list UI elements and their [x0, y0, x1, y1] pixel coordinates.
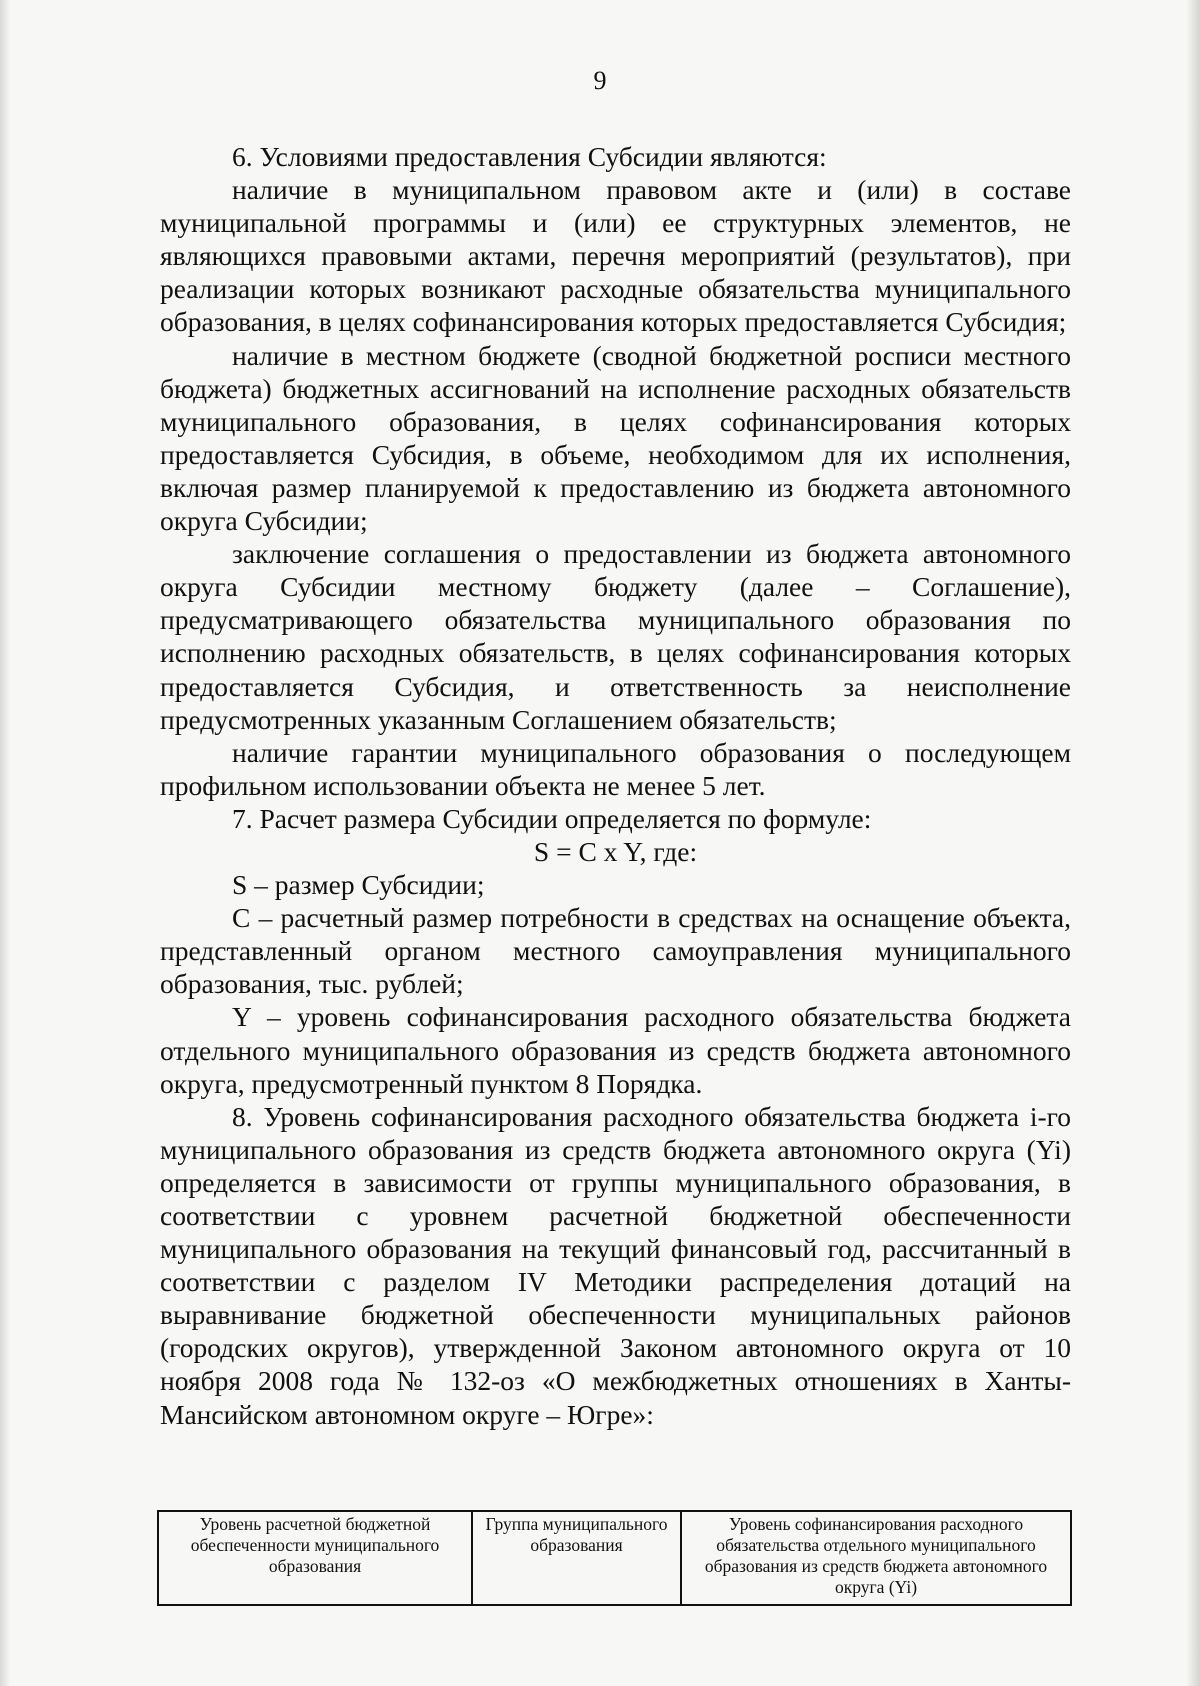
- paragraph: 8. Уровень софинансирования расходного обязательства бюджета i-го муниципального образования из средств бюджета автономного округа (Yi) определяется в зависимости от группы муниципального образования, в соответствии с уровнем расчетной бюджетной обеспеченности муниципального образования на текущий финансовый год, рассчитанный в соответствии с разделом IV Методики распределения дотаций на выравнивание бюджетной обеспеченности муниципальных районов (городских округов), утвержденной Законом автономного округа от 10 ноября 2008 года № 132-оз «О межбюджетных отношениях в Ханты-Мансийском автономном округе – Югре»:: [160, 1100, 1071, 1430]
- paragraph: 7. Расчет размера Субсидии определяется по формуле:: [232, 802, 872, 834]
- scan-edge-right: [1186, 0, 1200, 1686]
- paragraph: наличие в местном бюджете (сводной бюджетной росписи местного бюджета) бюджетных ассигнований на исполнение расходных обязательств муниципального образования, в целях софинансирования которых предоставляется Субсидия, в объеме, необходимом для их исполнения, включая размер планируемой к предоставлению из бюджета автономного округа Субсидии;: [160, 339, 1071, 537]
- scan-edge-left: [0, 0, 10, 1686]
- paragraph: C – расчетный размер потребности в средствах на оснащение объекта, представленный органом местного самоуправления муниципального образования, тыс. рублей;: [160, 902, 1071, 1000]
- paragraph: 6. Условиями предоставления Субсидии являются:: [232, 141, 827, 172]
- table-header-cell-group: Группа муниципального образования: [472, 1511, 681, 1605]
- paragraph: S – размер Субсидии;: [232, 869, 485, 901]
- subsidy-level-table: [157, 1510, 1072, 1606]
- document-body: [160, 140, 1071, 1431]
- table-header-cell-budget-level: Уровень расчетной бюджетной обеспеченности муниципального образования: [158, 1511, 472, 1605]
- paragraph: заключение соглашения о предоставлении из бюджета автономного округа Субсидии местному бюджету (далее – Соглашение), предусматривающего обязательства муниципального образования по исполнению расходных обязательств, в целях софинансирования которых предоставляется Субсидия, и ответственность за неисполнение предусмотренных указанным Соглашением обязательств;: [160, 538, 1071, 735]
- paragraph: Y – уровень софинансирования расходного обязательства бюджета отдельного муниципального образования из средств бюджета автономного округа, предусмотренный пунктом 8 Порядка.: [160, 1001, 1071, 1099]
- table-header-row: [158, 1511, 1071, 1605]
- table-header-cell-cofinancing-level: Уровень софинансирования расходного обязательства отдельного муниципального образования из средств бюджета автономного округа (Yi): [681, 1511, 1071, 1605]
- paragraph: наличие в муниципальном правовом акте и (или) в составе муниципальной программы и (или) ее структурных элементов, не являющихся правовыми актами, перечня мероприятий (результатов), при реализации которых возникают расходные обязательства муниципального образования, в целях софинансирования которых предоставляется Субсидия;: [160, 174, 1071, 338]
- paragraph: наличие гарантии муниципального образования о последующем профильном использовании объекта не менее 5 лет.: [160, 736, 1071, 801]
- paragraph: S = C x Y, где:: [533, 835, 698, 867]
- page-number: 9: [593, 66, 607, 95]
